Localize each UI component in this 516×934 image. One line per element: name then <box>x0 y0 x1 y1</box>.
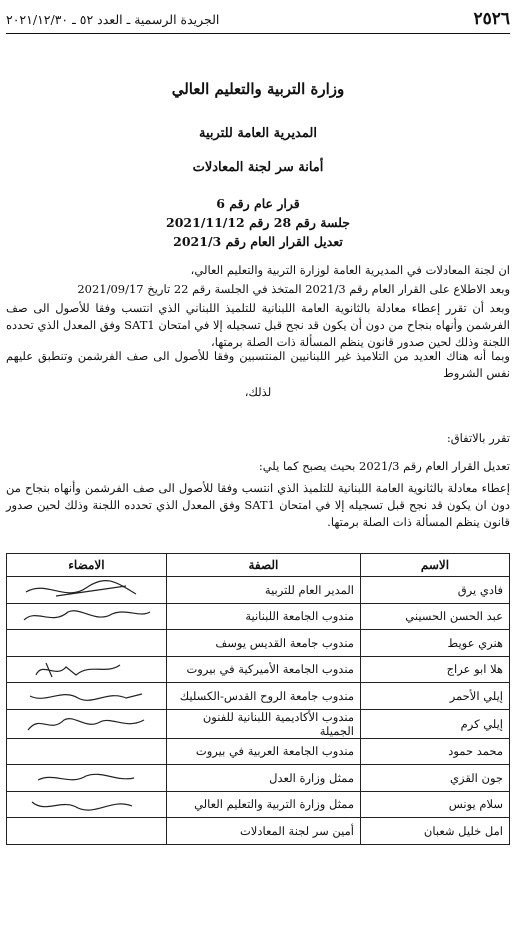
signatory-role: أمين سر لجنة المعادلات <box>166 818 360 845</box>
paragraph-review: وبعد الاطلاع على القرار العام رقم 2021/3 المتخذ في الجلسة رقم 22 تاريخ 2021/09/17 <box>77 282 510 296</box>
handwritten-signature <box>16 792 156 816</box>
signature-cell <box>7 656 167 683</box>
signatory-name: إيلي كرم <box>360 709 509 738</box>
decision-number: قرار عام رقم 6 <box>216 196 300 211</box>
therefore-line: لذلك، <box>244 385 272 399</box>
page-header <box>6 8 510 30</box>
signatory-role: مندوب الجامعة العربية في بيروت <box>166 738 360 765</box>
ministry-title: وزارة التربية والتعليم العالي <box>171 80 345 98</box>
signatory-name: محمد حمود <box>360 738 509 765</box>
table-row <box>7 683 510 710</box>
signatory-name: إيلي الأحمر <box>360 683 509 710</box>
table-row <box>7 577 510 604</box>
signature-cell <box>7 709 167 738</box>
page-number: ٢٥٢٦ <box>473 9 510 29</box>
signatory-name: عبد الحسن الحسيني <box>360 603 509 630</box>
signatory-name: هنري عويط <box>360 630 509 657</box>
signature-cell <box>7 603 167 630</box>
handwritten-signature <box>16 657 156 681</box>
secretariat-title: أمانة سر لجنة المعادلات <box>192 160 324 175</box>
signatory-role: مندوب جامعة الروح القدس-الكسليك <box>166 683 360 710</box>
session-line: جلسة رقم 28 رقم 2021/11/12 <box>166 215 350 230</box>
signature-cell <box>7 791 167 818</box>
signatory-name: هلا ابو عراج <box>360 656 509 683</box>
table-header-row <box>7 554 510 577</box>
header-signature: الامضاء <box>7 554 167 577</box>
paragraph-whereas: وبما أنه هناك العديد من التلاميذ غير اللبنانيين المنتسبين وفقا للأصول الى صف الفرشمن وتنطبق عليهم نفس الشروط <box>6 349 510 380</box>
signatory-name: امل خليل شعبان <box>360 818 509 845</box>
signatory-role: مندوب جامعة القديس يوسف <box>166 630 360 657</box>
signatory-role: مندوب الجامعة الأميركية في بيروت <box>166 656 360 683</box>
signatory-role: مندوب الأكاديمية اللبنانية للفنون الجميلة <box>166 709 360 738</box>
table-row <box>7 709 510 738</box>
table-row <box>7 656 510 683</box>
header-role: الصفة <box>166 554 360 577</box>
gazette-issue: الجريدة الرسمية ـ العدد ٥٢ ـ ٢٠٢١/١٢/٣٠ <box>6 11 220 27</box>
signatory-role: مندوب الجامعة اللبنانية <box>166 603 360 630</box>
signatory-name: جون القزي <box>360 765 509 792</box>
handwritten-signature <box>16 712 156 736</box>
handwritten-signature <box>16 766 156 790</box>
table-row <box>7 738 510 765</box>
table-row <box>7 791 510 818</box>
table-row <box>7 818 510 845</box>
paragraph-committee: ان لجنة المعادلات في المديرية العامة لوزارة التربية والتعليم العالي، <box>190 263 510 277</box>
handwritten-signature <box>16 578 156 602</box>
table-row <box>7 765 510 792</box>
signature-cell <box>7 577 167 604</box>
signature-cell <box>7 683 167 710</box>
signatory-name: فادي يرق <box>360 577 509 604</box>
directorate-title: المديرية العامة للتربية <box>199 126 317 141</box>
header-name: الاسم <box>360 554 509 577</box>
paragraph-agreed: تقرر بالاتفاق: <box>446 431 510 445</box>
signatory-role: ممثل وزارة التربية والتعليم العالي <box>166 791 360 818</box>
handwritten-signature <box>16 684 156 708</box>
signature-cell <box>7 818 167 845</box>
signatory-role: ممثل وزارة العدل <box>166 765 360 792</box>
paragraph-amend: تعديل القرار العام رقم 2021/3 بحيث يصبح كما يلي: <box>258 459 510 473</box>
signatory-name: سلام يونس <box>360 791 509 818</box>
table-row <box>7 630 510 657</box>
signatory-role: المدير العام للتربية <box>166 577 360 604</box>
paragraph-decided: وبعد أن تقرر إعطاء معادلة بالثانوية العامة اللبنانية للتلميذ اللبناني الذي انتسب وفقا للأصول الى صف الفرشمن وأنهاه بنجاح من دون أن يكون قد نجح قبل تسجيله إلا في امتحان SAT1 وفق المعدل الذي تحدده اللجنة وذلك لحين صدور قانون ينظم المسألة ذات الصلة برمتها، <box>6 301 510 349</box>
paragraph-resolution: إعطاء معادلة بالثانوية العامة اللبنانية للتلميذ الذي انتسب وفقا للأصول الى صف الفرشمن وأنهاه بنجاح من دون ان يكون قد نجح قبل تسجيله إلا في امتحان SAT1 وفق المعدل الذي تحدده اللجنة وذلك لحين صدور قانون ينظم المسألة ذات الصلة برمتها. <box>6 481 510 529</box>
signatures-table <box>6 553 510 845</box>
table-row <box>7 603 510 630</box>
handwritten-signature <box>16 604 156 628</box>
signature-cell <box>7 765 167 792</box>
signatures-body <box>7 577 510 845</box>
signature-cell <box>7 630 167 657</box>
signature-cell <box>7 738 167 765</box>
header-rule <box>6 33 510 34</box>
amendment-line: تعديل القرار العام رقم 2021/3 <box>173 234 343 249</box>
